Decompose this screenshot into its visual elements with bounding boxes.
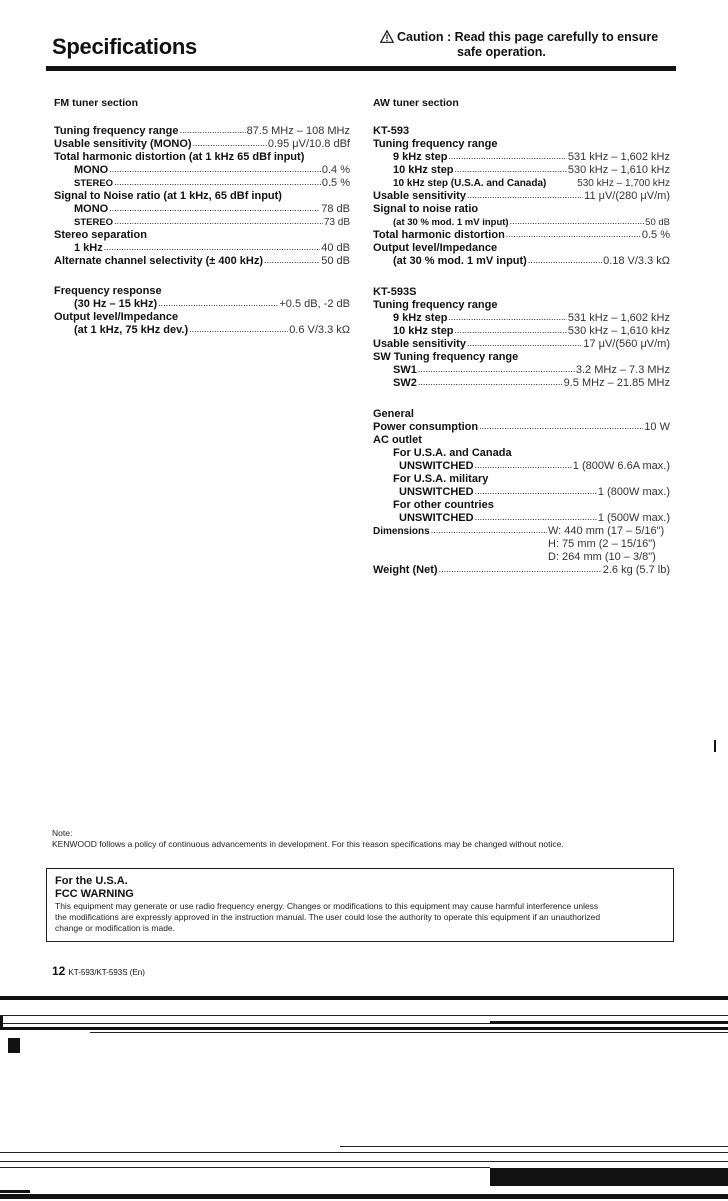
aw-section [373, 97, 670, 577]
footer-model: KT-593/KT-593S (En) [68, 968, 145, 977]
caution-line-1: Caution : Read this page carefully to ensure [397, 30, 659, 44]
spec-row: Usable sensitivity ..... 17 μV/(560 μV/m) [373, 338, 670, 351]
fm-section-title: FM tuner section [54, 97, 139, 109]
spec-heading: Stereo separation [54, 229, 147, 241]
spec-subheading: For other countries [393, 499, 494, 511]
spec-heading: Signal to Noise ratio (at 1 kHz, 65 dBf input) [54, 190, 282, 202]
spec-heading: Frequency response [54, 285, 162, 297]
scan-bar [0, 1194, 728, 1199]
spec-row: Usable sensitivity (MONO) ..... 0.95 μV/10.8 dBf [54, 138, 350, 151]
spec-heading: Tuning frequency range [373, 138, 498, 150]
spec-heading: Output level/Impedance [54, 311, 179, 323]
spec-row: Tuning frequency range ..... 87.5 MHz – 108 MHz [54, 125, 350, 138]
spec-heading: Total harmonic distortion (at 1 kHz 65 dBf input) [54, 151, 305, 163]
fcc-subtitle: FCC WARNING [55, 888, 134, 900]
spec-row: 9 kHz step ..... 531 kHz – 1,602 kHz [373, 151, 670, 164]
spec-row: UNSWITCHED ..... 1 (500W max.) [373, 512, 670, 525]
spec-row: MONO ..... 0.4 % [54, 164, 350, 177]
spec-row: 9 kHz step ..... 531 kHz – 1,602 kHz [373, 312, 670, 325]
spec-heading: AC outlet [373, 434, 422, 446]
page-footer [52, 964, 145, 978]
spec-row: MONO ..... 78 dB [54, 203, 350, 216]
spec-row: 10 kHz step ..... 530 kHz – 1,610 kHz [373, 164, 670, 177]
spec-row: STEREO ..... 0.5 % [54, 177, 350, 190]
spec-row: SW1 ..... 3.2 MHz – 7.3 MHz [373, 364, 670, 377]
warning-icon [380, 30, 394, 43]
scan-line [340, 1146, 728, 1147]
spec-row: 10 kHz step (U.S.A. and Canada) 530 kHz – 1,700 kHz [393, 178, 670, 189]
fcc-line: This equipment may generate or use radio frequency energy. Changes or modifications to this equipment may cause harmful interference unless [55, 901, 599, 911]
fcc-line: the modifications are expressly approved in the instruction manual. The user could lose the authority to operate this equipment if an unauthorized [55, 912, 601, 922]
header-rule [46, 66, 676, 71]
spec-row: Weight (Net) ..... 2.6 kg (5.7 lb) [373, 564, 670, 577]
scan-mark [714, 740, 716, 752]
spec-row: SW2 ..... 9.5 MHz – 21.85 MHz [373, 377, 670, 390]
spec-row: UNSWITCHED ..... 1 (800W max.) [373, 486, 670, 499]
scan-line [0, 1015, 728, 1016]
fcc-warning-box [46, 868, 674, 942]
spec-subheading: For U.S.A. military [393, 473, 489, 485]
fcc-line: change or modification is made. [55, 923, 176, 933]
spec-heading: Signal to noise ratio [373, 203, 479, 215]
scan-line [0, 1161, 728, 1162]
note-label: Note: [52, 828, 73, 838]
note-block [52, 828, 682, 850]
spec-row: (30 Hz – 15 kHz) ..... +0.5 dB, -2 dB [54, 298, 350, 311]
scan-bar [0, 1027, 728, 1030]
spec-row: Total harmonic distortion ..... 0.5 % [373, 229, 670, 242]
spec-row: (at 1 kHz, 75 kHz dev.) ..... 0.6 V/3.3 kΩ [54, 324, 350, 337]
scan-bar [490, 1021, 728, 1024]
scan-line [0, 1167, 490, 1168]
fm-section [54, 97, 350, 337]
general-title: General [373, 408, 414, 420]
spec-row: (at 30 % mod. 1 mV input) ..... 50 dB [373, 216, 670, 229]
spec-row: (at 30 % mod. 1 mV input) ..... 0.18 V/3.3 kΩ [373, 255, 670, 268]
dimension-line: D: 264 mm (10 – 3/8") [548, 551, 656, 563]
caution-line-2: safe operation. [457, 45, 546, 59]
scan-bar [490, 1168, 728, 1186]
page-title: Specifications [52, 34, 197, 59]
scan-mark [8, 1038, 20, 1053]
page-number: 12 [52, 964, 66, 978]
scan-line [90, 1032, 728, 1033]
spec-row: 1 kHz ..... 40 dB [54, 242, 350, 255]
note-text: KENWOOD follows a policy of continuous advancements in development. For this reason specifications may be changed without notice. [52, 839, 564, 849]
spec-heading: Output level/Impedance [373, 242, 498, 254]
spec-row: STEREO ..... 73 dB [54, 216, 350, 229]
scan-bar [0, 996, 728, 1000]
spec-row: UNSWITCHED ..... 1 (800W 6.6A max.) [373, 460, 670, 473]
spec-row: Power consumption ..... 10 W [373, 421, 670, 434]
model-heading: KT-593 [373, 125, 410, 137]
spec-row: 10 kHz step ..... 530 kHz – 1,610 kHz [373, 325, 670, 338]
caution-notice [380, 30, 680, 60]
spec-subheading: For U.S.A. and Canada [393, 447, 512, 459]
spec-heading: SW Tuning frequency range [373, 351, 519, 363]
spec-row: Alternate channel selectivity (± 400 kHz) ..... 50 dB [54, 255, 350, 268]
spec-row: Usable sensitivity ..... 11 μV/(280 μV/m) [373, 190, 670, 203]
fcc-title: For the U.S.A. [55, 875, 128, 887]
model-heading: KT-593S [373, 286, 417, 298]
scan-mark [0, 1190, 30, 1193]
scan-line [0, 1152, 728, 1153]
spec-row: Dimensions ..... W: 440 mm (17 – 5/16") [373, 525, 670, 538]
spec-heading: Tuning frequency range [373, 299, 498, 311]
dimension-line: H: 75 mm (2 – 15/16") [548, 538, 656, 550]
aw-section-title: AW tuner section [373, 97, 459, 109]
